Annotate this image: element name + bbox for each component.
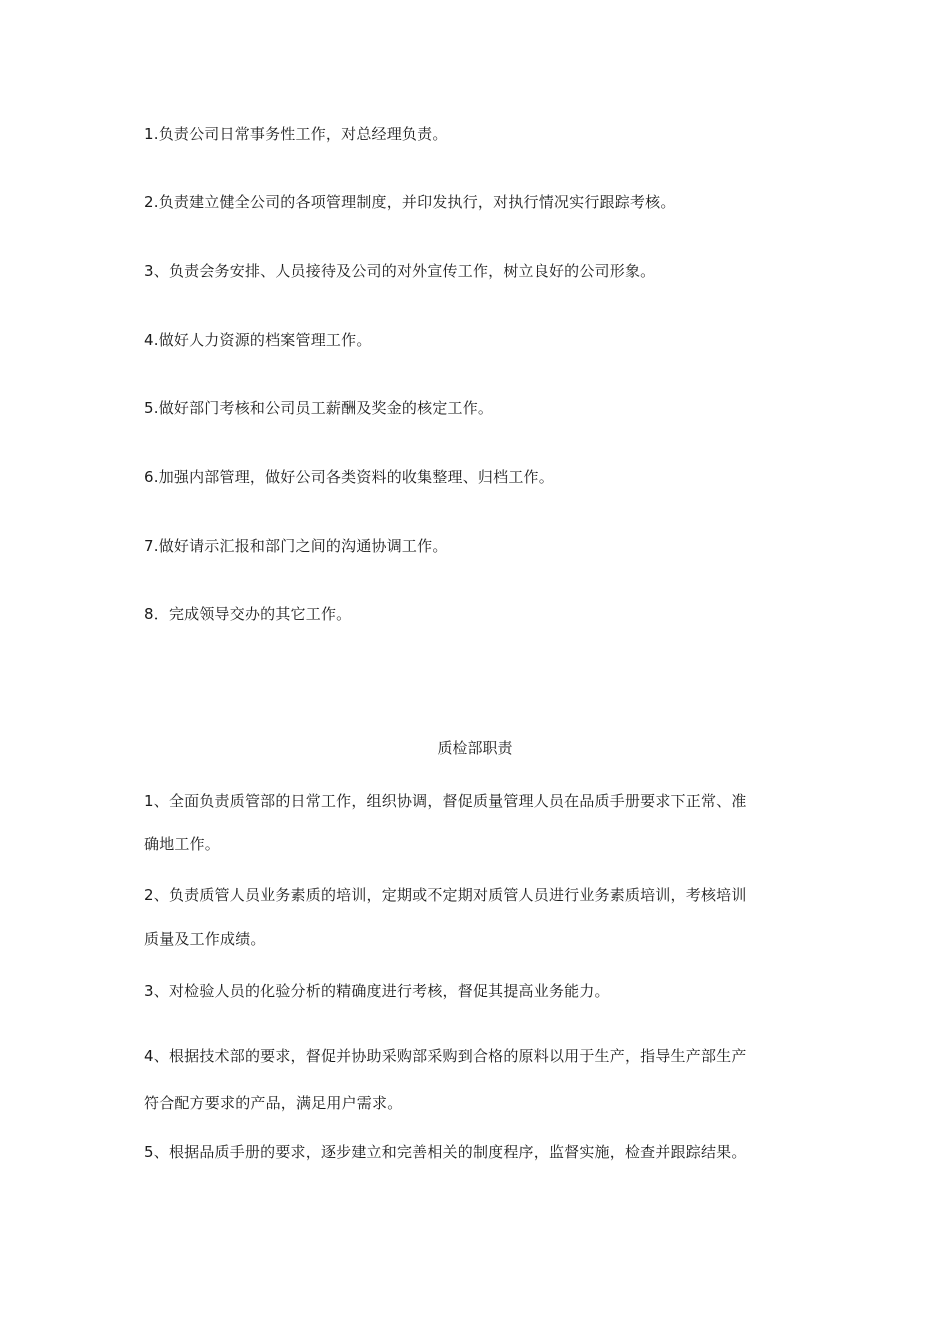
section-title-qc: 质检部职责 <box>437 739 513 757</box>
qc-item-4-line-2: 符合配方要求的产品，满足用户需求。 <box>144 1094 403 1112</box>
duty-item-1: 1.负责公司日常事务性工作，对总经理负责。 <box>144 125 448 143</box>
duty-item-5: 5.做好部门考核和公司员工薪酬及奖金的核定工作。 <box>144 399 494 417</box>
qc-item-1-line-1: 1、全面负责质管部的日常工作，组织协调，督促质量管理人员在品质手册要求下正常、准 <box>144 792 747 810</box>
duty-item-7: 7.做好请示汇报和部门之间的沟通协调工作。 <box>144 537 448 555</box>
qc-item-2-line-1: 2、负责质管人员业务素质的培训，定期或不定期对质管人员进行业务素质培训，考核培训 <box>144 886 747 904</box>
qc-item-1-line-2: 确地工作。 <box>144 835 221 853</box>
duty-item-8: 8．完成领导交办的其它工作。 <box>144 605 352 623</box>
qc-item-4-line-1: 4、根据技术部的要求，督促并协助采购部采购到合格的原料以用于生产，指导生产部生产 <box>144 1047 747 1065</box>
duty-item-3: 3、负责会务安排、人员接待及公司的对外宣传工作，树立良好的公司形象。 <box>144 262 656 280</box>
duty-item-6: 6.加强内部管理，做好公司各类资料的收集整理、归档工作。 <box>144 468 554 486</box>
duty-item-4: 4.做好人力资源的档案管理工作。 <box>144 331 372 349</box>
duty-item-2: 2.负责建立健全公司的各项管理制度，并印发执行，对执行情况实行跟踪考核。 <box>144 193 676 211</box>
qc-item-5-line-1: 5、根据品质手册的要求，逐步建立和完善相关的制度程序，监督实施，检查并跟踪结果。 <box>144 1143 747 1161</box>
qc-item-3-line-1: 3、对检验人员的化验分析的精确度进行考核，督促其提高业务能力。 <box>144 982 610 1000</box>
qc-item-2-line-2: 质量及工作成绩。 <box>144 930 266 948</box>
